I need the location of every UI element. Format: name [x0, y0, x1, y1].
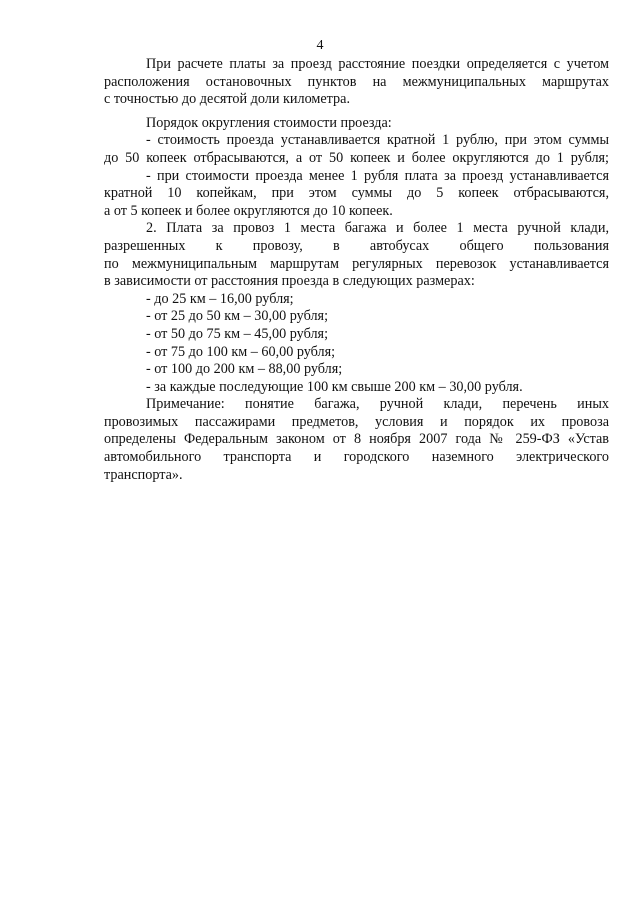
text-line: с точностью до десятой доли километра. [104, 91, 350, 108]
text-line: разрешенных к провозу, в автобусах общего пользования [104, 237, 609, 254]
text-line: до 50 копеек отбрасываются, а от 50 копеек и более округляются до 1 рубля; [104, 149, 609, 166]
text-line: кратной 10 копейкам, при этом суммы до 5 копеек отбрасываются, [104, 185, 609, 202]
list-item: - от 50 до 75 км – 45,00 рубля; [146, 325, 329, 342]
list-item: - от 75 до 100 км – 60,00 рубля; [146, 343, 336, 360]
paragraph-rounding-order [104, 115, 609, 221]
text-line: автомобильного транспорта и городского наземного электрического [104, 449, 609, 466]
text-line: по межмуниципальным маршрутам регулярных перевозок устанавливается [104, 255, 609, 272]
text-line: провозимых пассажирами предметов, условия и порядок их провоза [104, 413, 609, 430]
text-line: расположения остановочных пунктов на межмуниципальных маршрутах [104, 73, 609, 90]
text-line: При расчете платы за проезд расстояние поездки определяется с учетом [146, 56, 609, 72]
text-line: транспорта». [104, 466, 183, 483]
text-line: в зависимости от расстояния проезда в следующих размерах: [104, 273, 475, 290]
paragraph-baggage-fee [104, 220, 609, 290]
list-item: - от 25 до 50 км – 30,00 рубля; [146, 308, 329, 325]
text-line: Примечание: понятие багажа, ручной клади, перечень иных [146, 396, 609, 413]
page-number: 4 [316, 38, 324, 53]
text-line: Порядок округления стоимости проезда: [146, 114, 392, 131]
text-line: а от 5 копеек и более округляются до 10 копеек. [104, 202, 393, 219]
list-item: - за каждые последующие 100 км свыше 200 км – 30,00 рубля. [146, 378, 523, 395]
text-line: определены Федеральным законом от 8 ноября 2007 года № 259-ФЗ «Устав [104, 431, 609, 448]
list-item: - до 25 км – 16,00 рубля; [146, 290, 294, 307]
list-item: - от 100 до 200 км – 88,00 рубля; [146, 361, 343, 378]
text-line: - при стоимости проезда менее 1 рубля плата за проезд устанавливается [146, 167, 609, 184]
text-line: - стоимость проезда устанавливается кратной 1 рублю, при этом суммы [146, 132, 609, 149]
document-body [104, 56, 609, 484]
paragraph-distance-calculation [104, 56, 609, 109]
paragraph-note [104, 396, 609, 484]
baggage-fee-list [104, 291, 609, 397]
text-line: 2. Плата за провоз 1 места багажа и более 1 места ручной клади, [146, 220, 609, 237]
